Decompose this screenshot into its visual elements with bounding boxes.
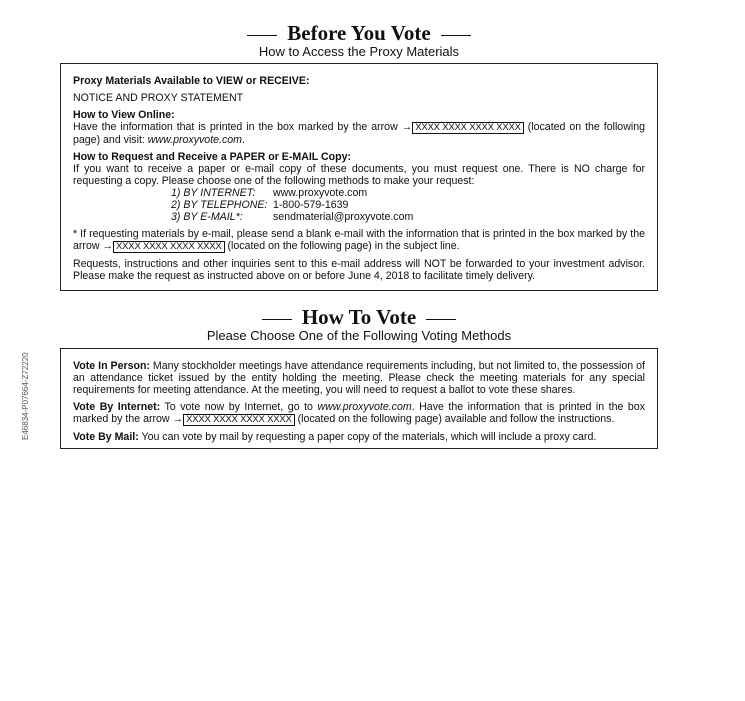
side-code: E46834-P07664-Z72220	[21, 352, 30, 440]
control-number-box: XXXX XXXX XXXX XXXX	[412, 122, 524, 134]
method-email-link[interactable]: sendmaterial@proxyvote.com	[273, 211, 414, 223]
request-heading: How to Request and Receive a PAPER or E-MAIL Copy:	[73, 151, 352, 163]
request-text: If you want to receive a paper or e-mail copy of these documents, you must request one. There is NO charge for requesting a copy. Please choose one of the following methods to make your request:	[73, 163, 645, 187]
email-footnote: * If requesting materials by e-mail, please send a blank e-mail with the information that is printed in the box marked by the arrow → XXXX XXXX XXXX XXXX (located on the following page) in the subject line.	[73, 228, 645, 252]
request-methods	[171, 187, 645, 223]
before-you-vote-title: Before You Vote	[0, 21, 718, 46]
control-number-box: XXXX XXXX XXXX XXXX	[113, 241, 225, 253]
materials-heading: Proxy Materials Available to VIEW or RECEIVE:	[73, 75, 310, 87]
view-online-heading: How to View Online:	[73, 109, 175, 121]
proxyvote-link[interactable]: www.proxyvote.com	[147, 134, 242, 146]
before-subtitle: How to Access the Proxy Materials	[258, 44, 460, 59]
method-internet: 1) BY INTERNET: www.proxyvote.com	[171, 187, 368, 199]
how-subtitle: Please Choose One of the Following Voting Methods	[206, 328, 512, 343]
method-internet-link[interactable]: www.proxyvote.com	[273, 187, 368, 199]
proxyvote-link[interactable]: www.proxyvote.com	[317, 401, 412, 413]
method-telephone: 2) BY TELEPHONE: 1-800-579-1639	[171, 199, 349, 211]
control-number-box: XXXX XXXX XXXX XXXX	[183, 414, 295, 426]
delivery-notice: Requests, instructions and other inquiries sent to this e-mail address will NOT be forwarded to your investment advisor. Please make the request as instructed above on or before June 4, 2018 to facilitate timely delivery.	[73, 258, 645, 282]
voting-methods-box	[60, 348, 658, 449]
view-online-text: Have the information that is printed in the box marked by the arrow → XXXX XXXX XXXX XXXX (located on the following page) and visit: www.proxyvote.com.	[73, 121, 645, 146]
how-to-vote-title: How To Vote	[0, 305, 718, 330]
vote-in-person: Vote In Person: Many stockholder meetings have attendance requirements including, but not limited to, the possession of an attendance ticket issued by the entity holding the meeting. Please check the meeting materials for any special requirements for meeting attendance. At the meeting, you will need to request a ballot to vote these shares.	[73, 360, 645, 396]
method-telephone-number: 1-800-579-1639	[273, 199, 349, 211]
vote-by-internet: Vote By Internet: To vote now by Internet, go to www.proxyvote.com. Have the information that is printed in the box marked by the arrow → XXXX XXXX XXXX XXXX (located on the following page) available and follow the instructions.	[73, 401, 645, 425]
method-email: 3) BY E-MAIL*: sendmaterial@proxyvote.com	[171, 211, 414, 223]
proxy-materials-box	[60, 63, 658, 291]
materials-list: NOTICE AND PROXY STATEMENT	[73, 92, 244, 104]
vote-by-mail: Vote By Mail: You can vote by mail by requesting a paper copy of the materials, which will include a proxy card.	[73, 431, 597, 443]
